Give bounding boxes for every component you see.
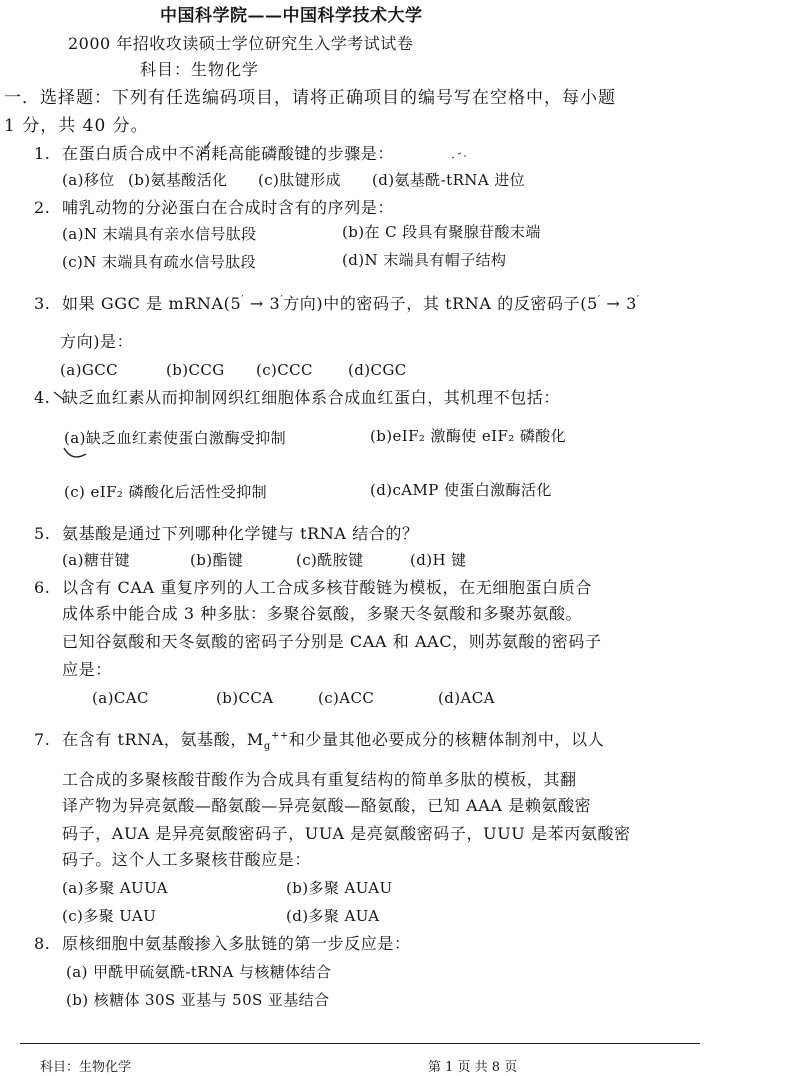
question-7-option-c: (c)多聚 UAU <box>62 907 157 925</box>
question-3-stem: 如果 GGC 是 mRNA(5′ → 3′方向)中的密码子，其 tRNA 的反密码子(5′ → 3′ <box>62 294 640 313</box>
question-5-number: 5. <box>34 524 51 543</box>
question-7-stem-line2: 工合成的多聚核酸苷酸作为合成具有重复结构的简单多肽的模板，其翻 <box>62 770 577 789</box>
question-7-option-a: (a)多聚 AUUA <box>62 879 168 897</box>
question-2-option-a: (a)N 末端具有亲水信号肽段 <box>62 225 257 243</box>
question-2-option-c: (c)N 末端具有疏水信号肽段 <box>62 253 256 271</box>
question-7-stem-line1-part1: 在含有 tRNA，氨基酸，M <box>62 730 264 749</box>
question-5-option-c: (c)酰胺键 <box>296 551 364 569</box>
question-3-option-a: (a)GCC <box>60 361 118 379</box>
question-7-stem-line4: 码子，AUA 是异亮氨酸密码子，UUA 是亮氨酸密码子，UUU 是苯丙氨酸密 <box>62 824 631 843</box>
question-8-option-a: (a) 甲酰甲硫氨酰-tRNA 与核糖体结合 <box>66 963 332 981</box>
question-4-option-b: (b)eIF₂ 激酶使 eIF₂ 磷酸化 <box>370 427 567 445</box>
question-4-number: 4. <box>34 388 51 407</box>
question-4-stem: 缺乏血红素从而抑制网织红细胞体系合成血红蛋白，其机理不包括： <box>62 388 561 407</box>
question-2-number: 2. <box>34 198 51 217</box>
pen-dots-mark <box>452 153 466 158</box>
question-2-stem: 哺乳动物的分泌蛋白在合成时含有的序列是： <box>62 198 395 217</box>
question-8-number: 8. <box>34 934 51 953</box>
question-6-option-b: (b)CCA <box>216 689 274 707</box>
question-1-option-d: (d)氨基酰-tRNA 进位 <box>372 171 526 189</box>
question-1-option-c: (c)肽键形成 <box>258 171 341 189</box>
question-6-number: 6. <box>34 578 51 597</box>
question-5-option-b: (b)酯键 <box>190 551 244 569</box>
question-2-option-d: (d)N 末端具有帽子结构 <box>342 251 507 269</box>
question-3-stem-part4: → 3 <box>600 294 637 313</box>
institution-title: 中国科学院——中国科学技术大学 <box>160 6 423 26</box>
question-6-option-d: (d)ACA <box>438 689 495 707</box>
question-7-option-b: (b)多聚 AUAU <box>286 879 393 897</box>
question-3-option-c: (c)CCC <box>256 361 313 379</box>
question-3-option-b: (b)CCG <box>166 361 225 379</box>
question-1-option-a: (a)移位 <box>62 171 115 189</box>
question-6-stem-line4: 应是： <box>62 660 112 679</box>
question-7-stem-line5: 码子。这个人工多聚核苷酸应是： <box>62 850 312 869</box>
question-7-stem-line1-part2: 和少量其他必要成分的核糖体制剂中，以人 <box>288 730 605 749</box>
question-6-option-c: (c)ACC <box>318 689 375 707</box>
question-3-option-d: (d)CGC <box>348 361 407 379</box>
footer-page-number: 第 1 页 共 8 页 <box>428 1060 518 1075</box>
question-6-stem-line3: 已知谷氨酸和天冬氨酸的密码子分别是 CAA 和 AAC，则苏氨酸的密码子 <box>62 632 602 651</box>
question-6-option-a: (a)CAC <box>92 689 149 707</box>
question-7-number: 7. <box>34 730 51 749</box>
question-4-option-d: (d)cAMP 使蛋白激酶活化 <box>370 481 552 499</box>
question-7-mg-subscript: g <box>263 741 271 753</box>
question-3-number: 3. <box>34 294 51 313</box>
question-3-stem-part1: 如果 GGC 是 mRNA(5 <box>62 294 242 313</box>
footer-subject: 科目：生物化学 <box>40 1060 132 1075</box>
question-1-option-b: (b)氨基酸活化 <box>128 171 228 189</box>
question-7-mg-superscript: ++ <box>270 730 289 742</box>
exam-title: 2000 年招收攻读硕士学位研究生入学考试试卷 <box>68 34 414 53</box>
question-6-stem-line2: 成体系中能合成 3 种多肽：多聚谷氨酸，多聚天冬氨酸和多聚苏氨酸。 <box>62 604 583 623</box>
section-intro-line1: 一．选择题：下列有任选编码项目，请将正确项目的编号写在空格中，每小题 <box>4 88 616 108</box>
section-intro-line2: 1 分，共 40 分。 <box>4 116 149 136</box>
question-7-stem-line3: 译产物为异亮氨酸—酪氨酸—异亮氨酸—酪氨酸，已知 AAA 是赖氨酸密 <box>62 796 592 815</box>
question-7-option-d: (d)多聚 AUA <box>286 907 380 925</box>
question-1-number: 1. <box>34 144 51 163</box>
question-5-option-d: (d)H 键 <box>410 551 467 569</box>
question-4-option-c: (c) eIF₂ 磷酸化后活性受抑制 <box>64 483 268 501</box>
question-4-option-a: (a)缺乏血红素使蛋白激酶受抑制 <box>64 429 287 447</box>
question-6-stem-line1: 以含有 CAA 重复序列的人工合成多核苷酸链为模板，在无细胞蛋白质合 <box>62 578 592 597</box>
pen-curve-mark <box>64 448 86 457</box>
question-8-option-b: (b) 核糖体 30S 亚基与 50S 亚基结合 <box>66 991 330 1009</box>
question-5-option-a: (a)糖苷键 <box>62 551 131 569</box>
question-3-stem-part2: → 3 <box>244 294 281 313</box>
question-1-stem: 在蛋白质合成中不消耗高能磷酸键的步骤是： <box>62 144 395 163</box>
question-3-stem-continued: 方向)是： <box>60 332 134 351</box>
question-5-stem: 氨基酸是通过下列哪种化学键与 tRNA 结合的？ <box>62 524 419 543</box>
question-3-stem-part3: 方向)中的密码子，其 tRNA 的反密码子(5 <box>283 294 598 313</box>
question-2-option-b: (b)在 C 段具有聚腺苷酸末端 <box>342 223 541 241</box>
question-7-stem-line1 <box>62 730 605 753</box>
question-8-stem: 原核细胞中氨基酸掺入多肽链的第一步反应是： <box>62 934 411 953</box>
footer-divider <box>20 1043 700 1044</box>
subject-line: 科目：生物化学 <box>140 60 260 79</box>
